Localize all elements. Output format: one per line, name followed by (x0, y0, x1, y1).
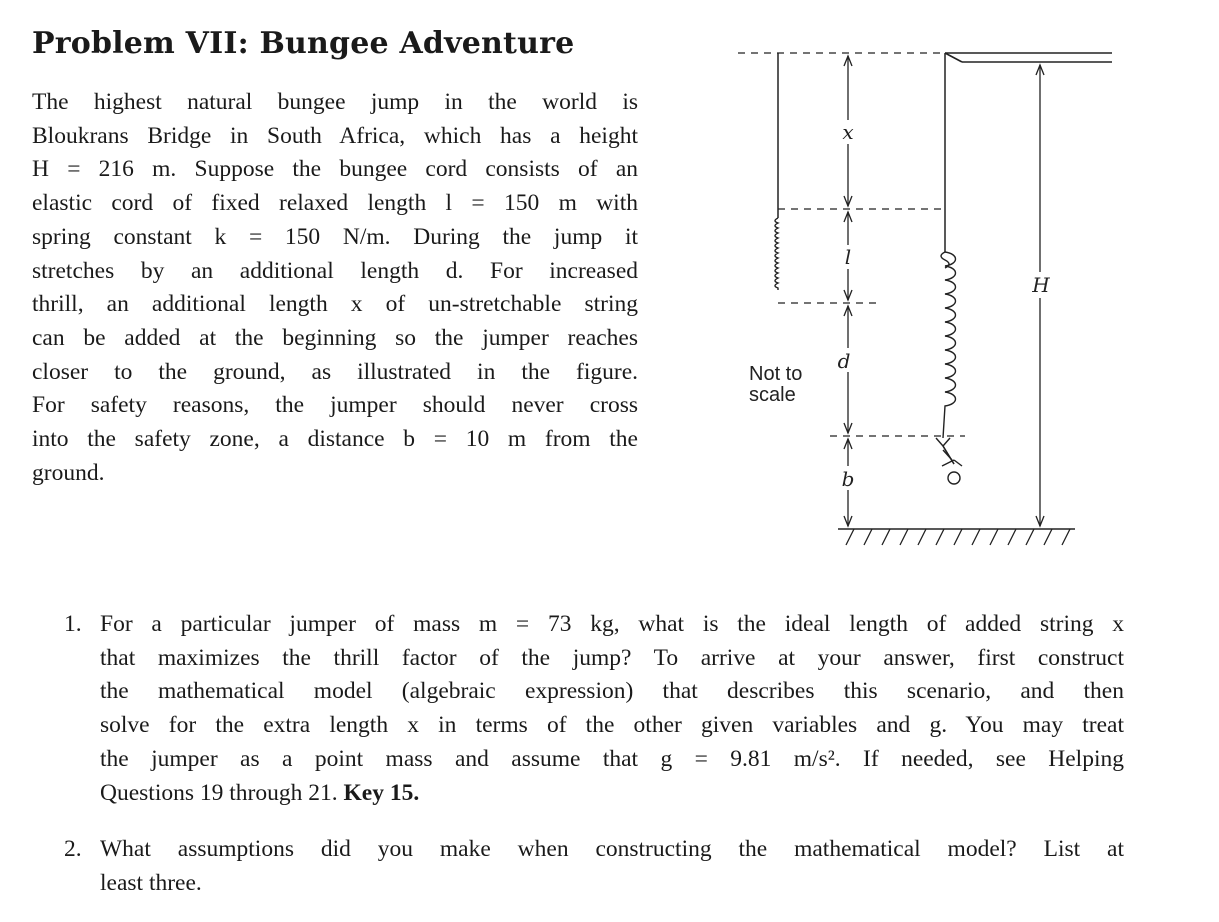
intro-line: into the safety zone, a distance b = 10 m from the (32, 426, 638, 453)
intro-line: Bloukrans Bridge in South Africa, which has a height (32, 122, 638, 149)
label-l: l (844, 245, 852, 269)
answer-key: Key 15. (343, 779, 420, 806)
question-line: the jumper as a point mass and assume that g = 9.81 m/s². If needed, see Helping (100, 745, 1124, 772)
ground-hatch (846, 529, 1070, 545)
not-to-scale-note-1: Not to (749, 363, 803, 385)
not-to-scale-note-2: scale (749, 384, 796, 406)
question-number: 1. (64, 611, 82, 637)
intro-line: H = 216 m. Suppose the bungee cord consists of an (32, 156, 638, 183)
question-number: 2. (64, 836, 82, 862)
question-line-last (100, 777, 1124, 811)
question-line: For a particular jumper of mass m = 73 kg, what is the ideal length of added string x (100, 611, 1124, 637)
question-line: solve for the extra length x in terms of the other given variables and g. You may treat (100, 712, 1124, 739)
label-x: x (842, 120, 854, 144)
intro-line: The highest natural bungee jump in the world is (32, 89, 638, 115)
bungee-diagram (730, 40, 1115, 560)
intro-line: can be added at the beginning so the jumper reaches (32, 324, 638, 351)
right-spring (941, 252, 956, 438)
intro-line: closer to the ground, as illustrated in the figure. (32, 358, 638, 385)
jumper-figure (936, 438, 962, 484)
intro-line: thrill, an additional length x of un-stretchable string (32, 291, 638, 318)
intro-line: ground. (32, 459, 105, 486)
bungee-figure (730, 40, 1115, 560)
question-last-text: Questions 19 through 21. (100, 779, 338, 806)
label-b: b (841, 467, 855, 491)
question-line: that maximizes the thrill factor of the jump? To arrive at your answer, first construct (100, 644, 1124, 671)
label-H: H (1032, 273, 1050, 297)
intro-line: stretches by an additional length d. For increased (32, 257, 638, 284)
problem-title: Problem VII: Bungee Adventure (32, 26, 575, 61)
left-spring (775, 218, 778, 290)
intro-line: spring constant k = 150 N/m. During the jump it (32, 223, 638, 250)
bridge-deck-edge (945, 53, 962, 62)
question-body (100, 833, 1124, 900)
label-d: d (837, 349, 851, 373)
question-line: What assumptions did you make when constructing the mathematical model? List at (100, 836, 1124, 862)
intro-line: For safety reasons, the jumper should never cross (32, 392, 638, 419)
question-body (100, 608, 1124, 810)
question-line-last: least three. (100, 869, 202, 896)
intro-paragraph (32, 86, 638, 490)
intro-line: elastic cord of fixed relaxed length l = 150 m with (32, 190, 638, 217)
question-line: the mathematical model (algebraic expression) that describes this scenario, and then (100, 678, 1124, 705)
